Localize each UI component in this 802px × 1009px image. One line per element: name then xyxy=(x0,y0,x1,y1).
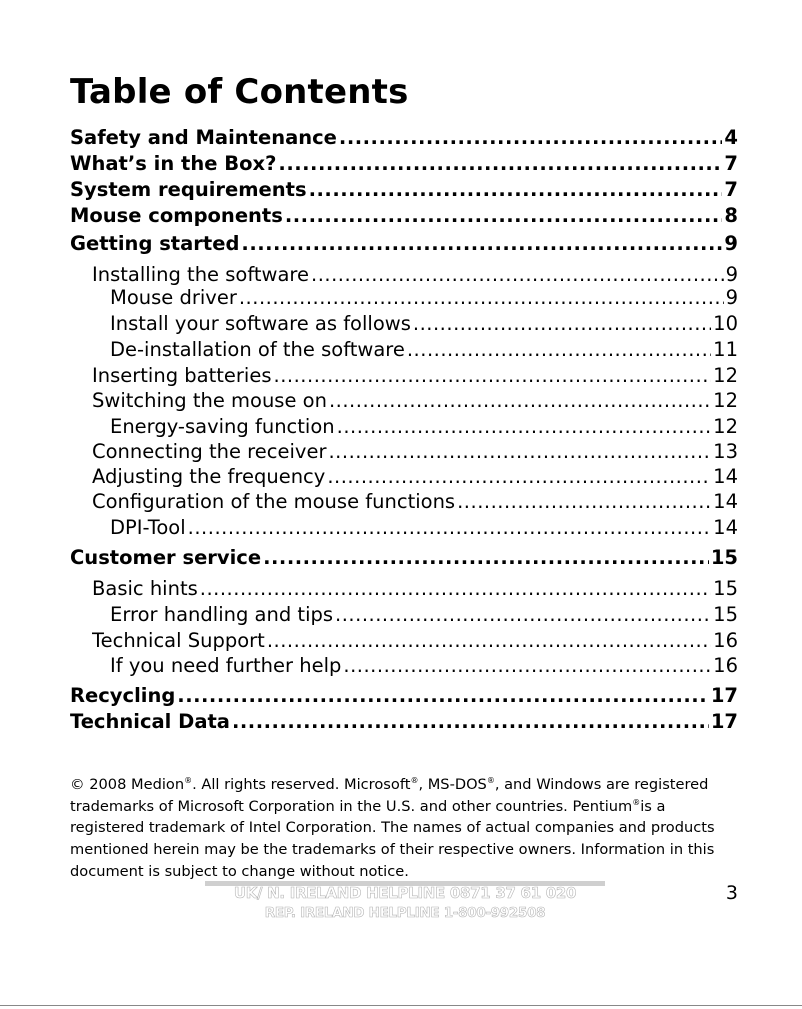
toc-entry-label: Getting started xyxy=(70,232,240,255)
toc-entry-label: Error handling and tips xyxy=(110,603,334,626)
helpline-ireland: REP. IRELAND HELPLINE 1-800-992508 xyxy=(264,905,546,921)
toc-entry-connecting-receiver[interactable] xyxy=(92,440,738,463)
leader-dots xyxy=(188,516,712,539)
toc-entry-label: Safety and Maintenance xyxy=(70,126,337,149)
copyright-text: © 2008 Medion xyxy=(70,776,185,793)
toc-entry-page: 7 xyxy=(724,178,738,201)
leader-dots xyxy=(278,152,722,175)
leader-dots xyxy=(309,178,723,201)
leader-dots xyxy=(457,490,711,513)
registered-mark: ® xyxy=(486,776,495,786)
leader-dots xyxy=(339,126,723,149)
toc-entry-label: Basic hints xyxy=(92,577,198,600)
helpline-uk: UK/ N. IRELAND HELPLINE 0871 37 61 020 xyxy=(233,884,577,902)
toc-entry-page: 9 xyxy=(724,232,738,255)
toc-entry-dpi-tool[interactable] xyxy=(110,516,738,539)
toc-entry-mouse-driver[interactable] xyxy=(110,286,738,309)
leader-dots xyxy=(327,465,711,488)
leader-dots xyxy=(267,629,711,652)
leader-dots xyxy=(311,263,724,286)
toc-entry-label: De-installation of the software xyxy=(110,338,405,361)
toc-entry-label: Mouse components xyxy=(70,204,283,227)
toc-entry-label: Energy-saving function xyxy=(110,415,335,438)
toc-entry-error-handling[interactable] xyxy=(110,603,738,626)
copyright-notice xyxy=(70,774,740,883)
toc-entry-page: 17 xyxy=(710,710,738,733)
toc-entry-page: 16 xyxy=(713,629,738,652)
leader-dots xyxy=(274,364,712,387)
toc-entry-mouse-components[interactable] xyxy=(70,204,738,227)
toc-entry-page: 14 xyxy=(713,516,738,539)
toc-entry-page: 7 xyxy=(724,152,738,175)
toc-entry-page: 14 xyxy=(713,465,738,488)
toc-entry-label: Connecting the receiver xyxy=(92,440,327,463)
registered-mark: ® xyxy=(184,776,193,786)
toc-entry-switching-on[interactable] xyxy=(92,389,738,412)
leader-dots xyxy=(177,684,709,707)
toc-entry-technical-data[interactable] xyxy=(70,710,738,733)
toc-entry-customer-service[interactable] xyxy=(70,546,738,569)
toc-entry-page: 15 xyxy=(713,577,738,600)
registered-mark: ® xyxy=(632,797,641,807)
copyright-text: , and Windows are registered trademarks of Microsoft Corporation in the U.S. and other countries. Pentium xyxy=(70,776,709,815)
toc-entry-installing-software[interactable] xyxy=(92,263,738,286)
toc-entry-deinstallation[interactable] xyxy=(110,338,738,361)
leader-dots xyxy=(239,286,724,309)
toc-entry-configuration[interactable] xyxy=(92,490,738,513)
copyright-text: , MS-DOS xyxy=(418,776,487,793)
toc-entry-install-follows[interactable] xyxy=(110,312,738,335)
toc-entry-page: 15 xyxy=(713,603,738,626)
toc-entry-page: 16 xyxy=(713,654,738,677)
leader-dots xyxy=(407,338,711,361)
toc-entry-label: Recycling xyxy=(70,684,176,707)
toc-entry-label: Customer service xyxy=(70,546,262,569)
toc-entry-energy-saving[interactable] xyxy=(110,415,738,438)
toc-entry-getting-started[interactable] xyxy=(70,232,738,255)
toc-entry-label: Mouse driver xyxy=(110,286,237,309)
toc-entry-inserting-batteries[interactable] xyxy=(92,364,738,387)
toc-entry-further-help[interactable] xyxy=(110,654,738,677)
toc-entry-basic-hints[interactable] xyxy=(92,577,738,600)
leader-dots xyxy=(200,577,711,600)
toc-entry-page: 12 xyxy=(713,364,738,387)
leader-dots xyxy=(263,546,709,569)
toc-entry-page: 17 xyxy=(710,684,738,707)
toc-entry-label: What’s in the Box? xyxy=(70,152,277,175)
toc-entry-label: Configuration of the mouse functions xyxy=(92,490,456,513)
toc-entry-label: Switching the mouse on xyxy=(92,389,327,412)
toc-entry-label: Technical Data xyxy=(70,710,230,733)
toc-entry-label: DPI-Tool xyxy=(110,516,186,539)
toc-entry-label: Technical Support xyxy=(92,629,265,652)
toc-entry-page: 4 xyxy=(724,126,738,149)
toc-entry-label: Adjusting the frequency xyxy=(92,465,326,488)
leader-dots xyxy=(337,415,712,438)
leader-dots xyxy=(241,232,722,255)
toc-entry-label: System requirements xyxy=(70,178,307,201)
toc-entry-label: Inserting batteries xyxy=(92,364,272,387)
leader-dots xyxy=(413,312,711,335)
leader-dots xyxy=(232,710,709,733)
leader-dots xyxy=(329,389,711,412)
registered-mark: ® xyxy=(410,776,419,786)
leader-dots xyxy=(335,603,711,626)
toc-entry-adjusting-frequency[interactable] xyxy=(92,465,738,488)
toc-entry-system-requirements[interactable] xyxy=(70,178,738,201)
leader-dots xyxy=(343,654,711,677)
toc-entry-page: 14 xyxy=(713,490,738,513)
page-number: 3 xyxy=(725,882,738,904)
copyright-text: . All rights reserved. Microsoft xyxy=(192,776,411,793)
toc-entry-page: 8 xyxy=(724,204,738,227)
toc-entry-technical-support[interactable] xyxy=(92,629,738,652)
toc-entry-page: 9 xyxy=(725,263,738,286)
toc-entry-box[interactable] xyxy=(70,152,738,175)
toc-entry-page: 13 xyxy=(713,440,738,463)
toc-entry-page: 12 xyxy=(713,415,738,438)
leader-dots xyxy=(328,440,711,463)
toc-entry-page: 15 xyxy=(710,546,738,569)
toc-entry-page: 11 xyxy=(713,338,738,361)
page-title: Table of Contents xyxy=(70,72,409,112)
toc-entry-recycling[interactable] xyxy=(70,684,738,707)
toc-entry-page: 10 xyxy=(713,312,738,335)
toc-entry-label: Installing the software xyxy=(92,263,309,286)
toc-entry-safety[interactable] xyxy=(70,126,738,149)
toc-entry-label: Install your software as follows xyxy=(110,312,411,335)
leader-dots xyxy=(285,204,723,227)
toc-entry-page: 12 xyxy=(713,389,738,412)
bottom-divider xyxy=(0,1005,802,1006)
copyright-text: is a registered trademark of Intel Corporation. The names of actual companies and products mentioned herein may be the trademarks of their respective owners. Information in this document is subject to change without notice. xyxy=(70,797,715,880)
toc-entry-label: If you need further help xyxy=(110,654,342,677)
toc-entry-page: 9 xyxy=(725,286,738,309)
